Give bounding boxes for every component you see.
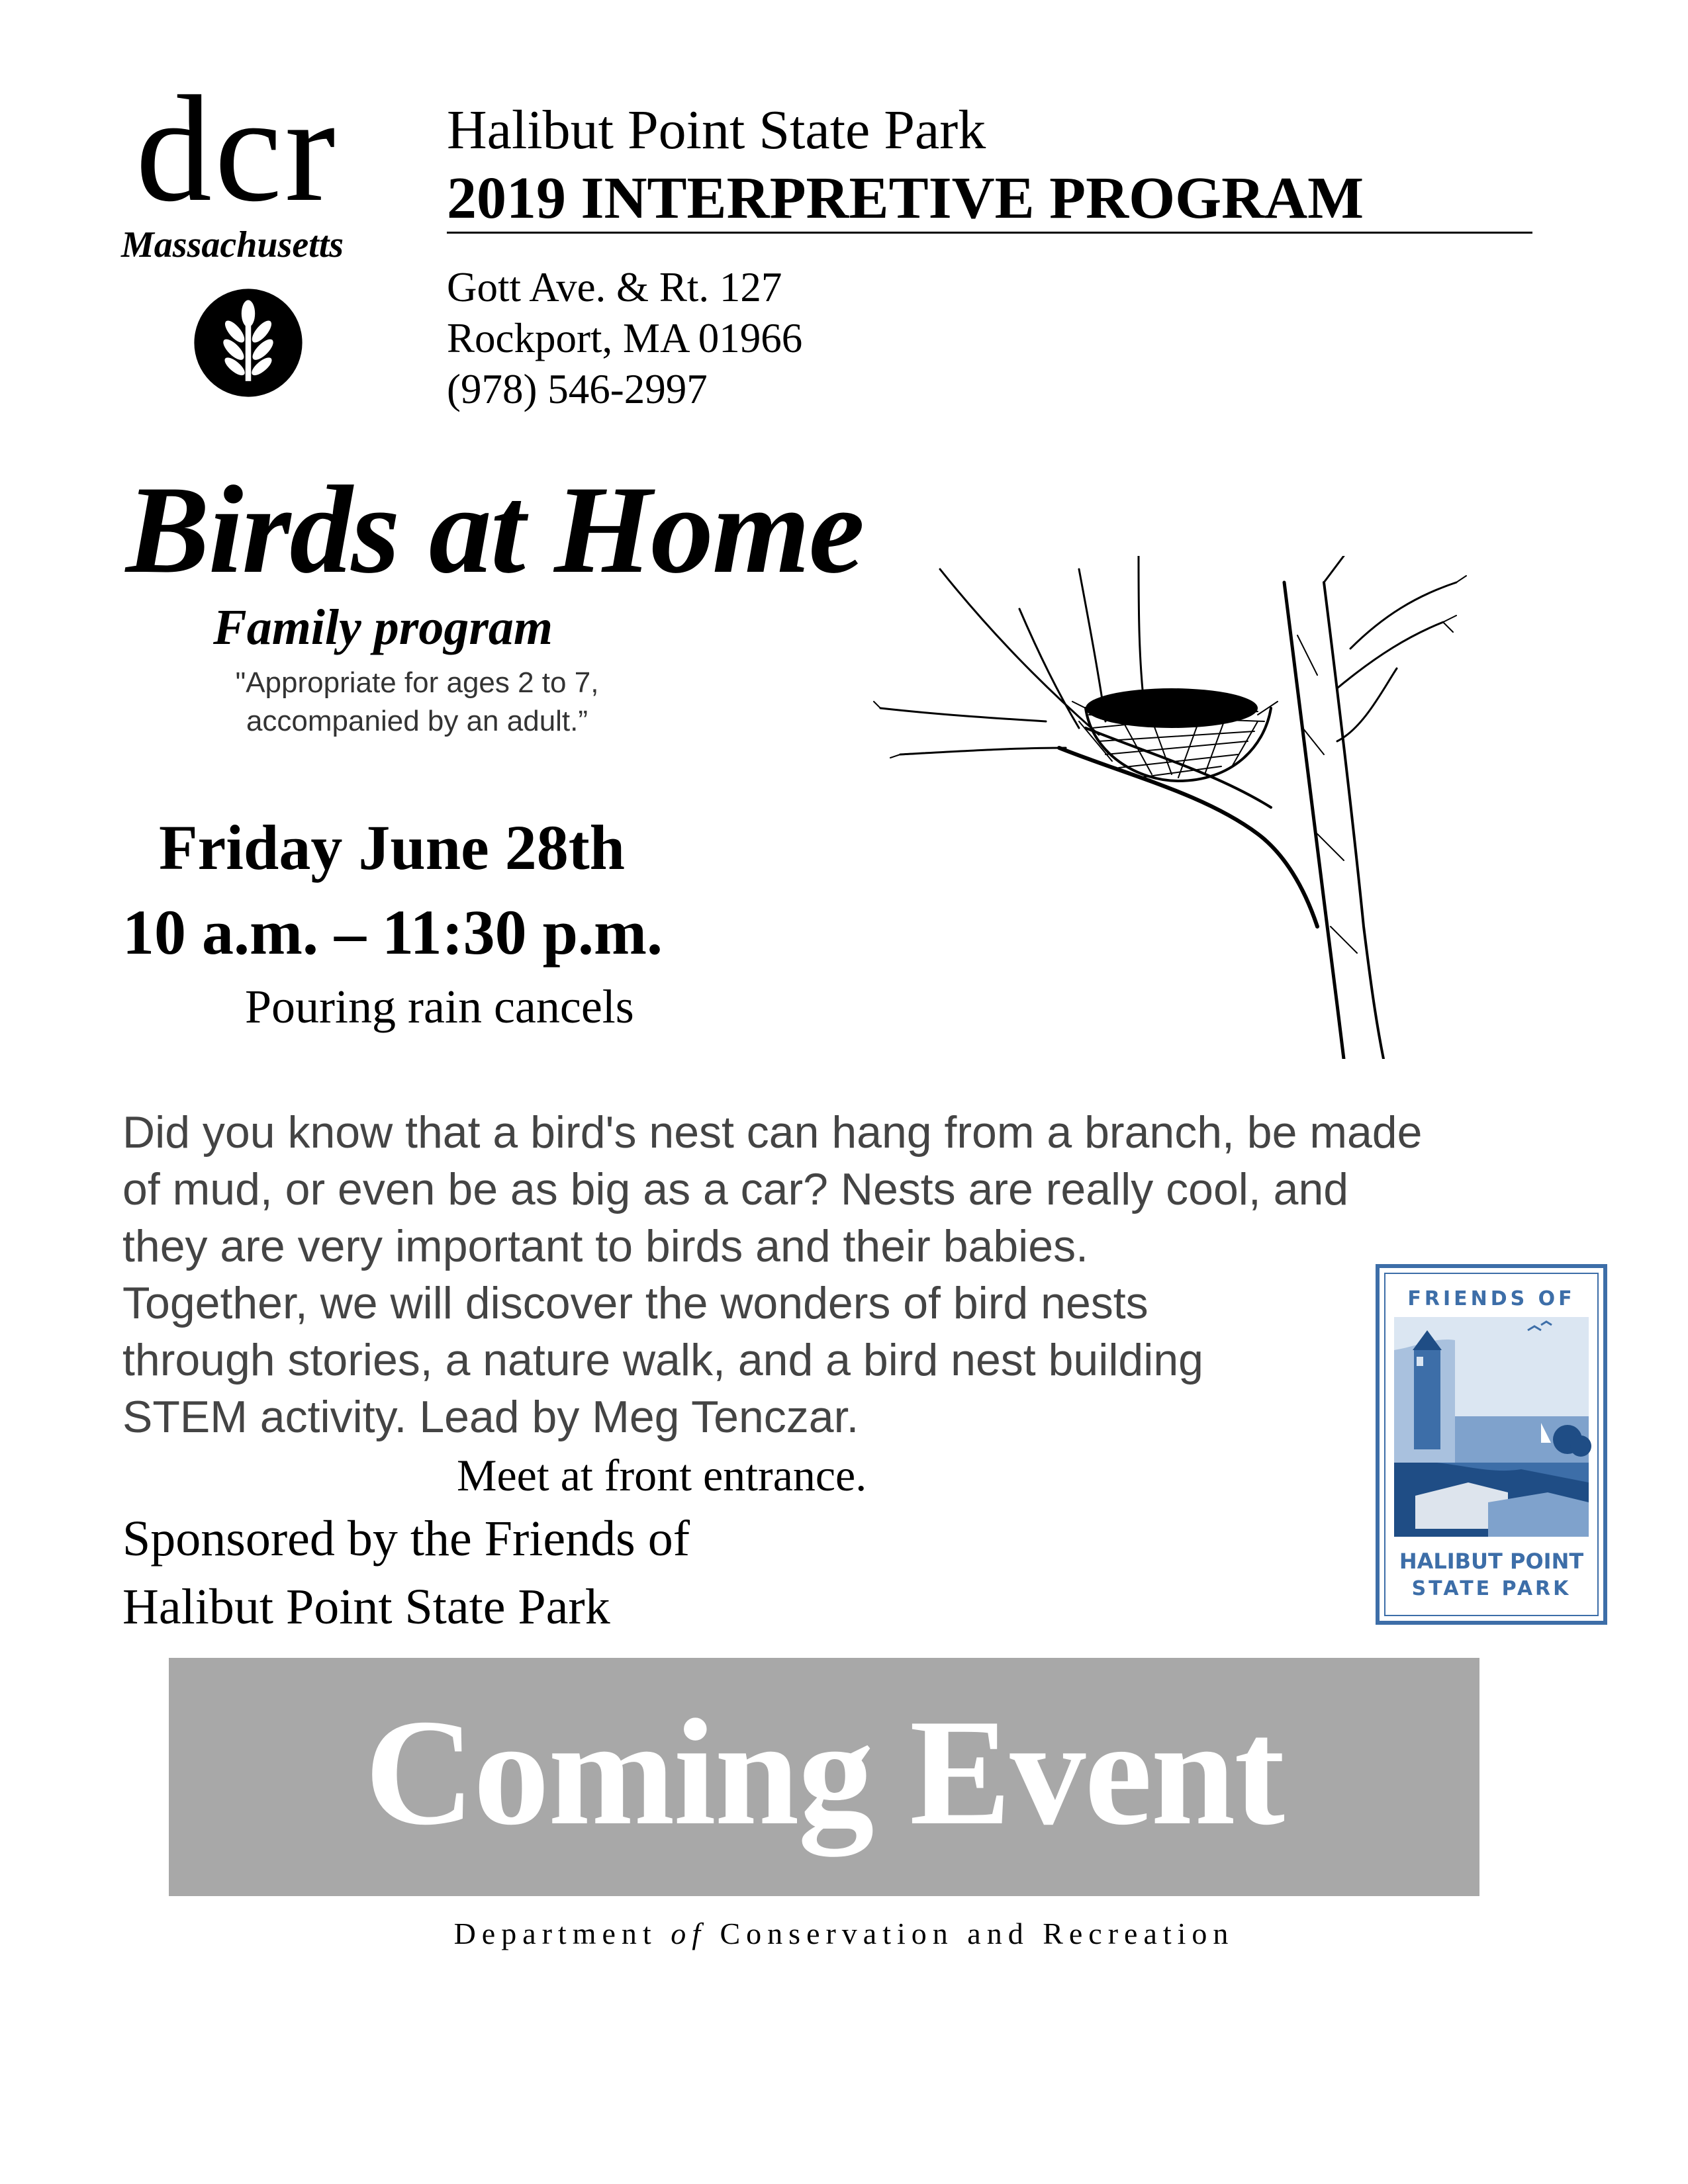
program-title: 2019 INTERPRETIVE PROGRAM: [447, 165, 1364, 231]
meet-location-note: Meet at front entrance.: [457, 1450, 867, 1500]
rain-note: Pouring rain cancels: [245, 980, 634, 1033]
event-time: 10 a.m. – 11:30 p.m.: [122, 897, 663, 968]
footer-part-1: Department: [453, 1917, 657, 1950]
event-title: Birds at Home: [126, 461, 864, 600]
address-city: Rockport, MA 01966: [447, 315, 803, 361]
event-date: Friday June 28th: [159, 812, 626, 883]
header-divider: [447, 232, 1532, 234]
sponsor-line-2: Halibut Point State Park: [122, 1579, 610, 1635]
age-note-line-2: accompanied by an adult.”: [246, 705, 588, 737]
description-line-3: they are very important to birds and their babies.: [122, 1221, 1088, 1271]
age-note-line-1: "Appropriate for ages 2 to 7,: [235, 666, 599, 699]
sponsor-line-1: Sponsored by the Friends of: [122, 1511, 690, 1567]
bird-nest-in-tree-icon: [861, 556, 1496, 1059]
dcr-wordmark: dcr: [136, 64, 338, 233]
description-line-5: through stories, a nature walk, and a bird nest building: [122, 1335, 1203, 1385]
coming-event-text: Coming Event: [364, 1688, 1284, 1856]
dcr-state-name: Massachusetts: [121, 224, 344, 265]
friends-of-halibut-point-logo: [1376, 1264, 1607, 1625]
friends-logo-bottom-line-2: STATE PARK: [1411, 1577, 1571, 1600]
friends-logo-top-text: FRIENDS OF: [1407, 1287, 1575, 1310]
description-line-2: of mud, or even be as big as a car? Nests are really cool, and: [122, 1164, 1349, 1214]
description-line-1: Did you know that a bird's nest can hang from a branch, be made: [122, 1107, 1423, 1158]
age-note: [199, 664, 635, 741]
address-street: Gott Ave. & Rt. 127: [447, 264, 782, 310]
description-line-4: Together, we will discover the wonders of bird nests: [122, 1278, 1149, 1328]
program-type: Family program: [213, 600, 553, 655]
footer-part-2: of: [671, 1917, 706, 1950]
phone-number: (978) 546-2997: [447, 366, 708, 412]
friends-logo-bottom-line-1: HALIBUT POINT: [1399, 1549, 1584, 1574]
event-description: [122, 1104, 1579, 1445]
department-footer: [0, 1916, 1688, 1951]
park-name: Halibut Point State Park: [447, 99, 986, 161]
leaf-sprig-seal-icon: [192, 287, 305, 399]
description-line-6: STEM activity. Lead by Meg Tenczar.: [122, 1392, 859, 1442]
footer-part-3: Conservation and Recreation: [720, 1917, 1235, 1950]
